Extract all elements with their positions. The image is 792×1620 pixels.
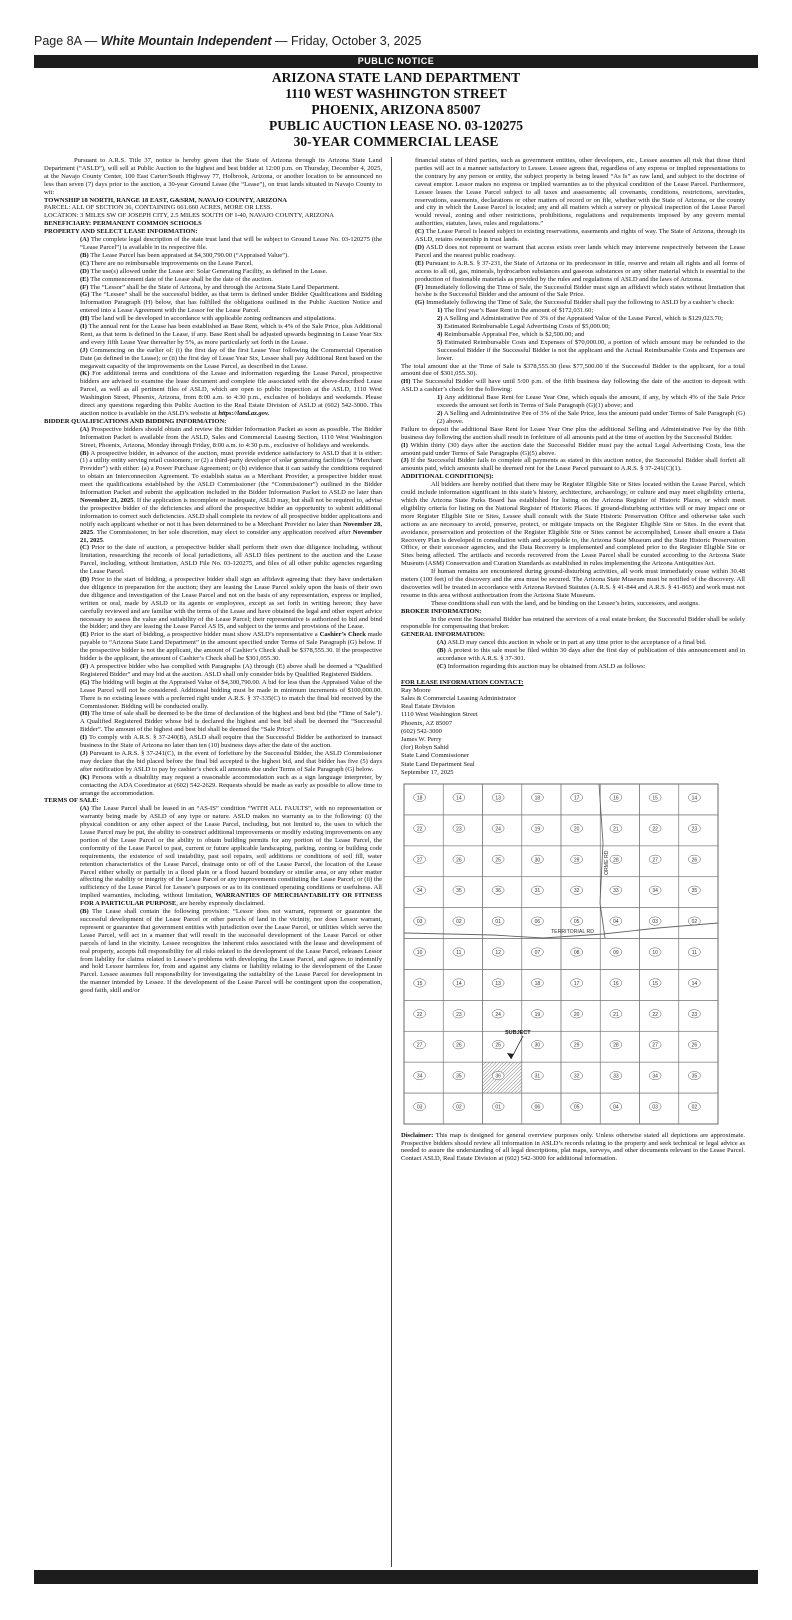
- section-number: 21: [613, 826, 619, 833]
- broker-paragraph: In the event the Successful Bidder has retained the services of a real estate broker, the Successful Bidder shall be solely responsible for compensating that broker.: [401, 615, 745, 631]
- beneficiary-line: BENEFICIARY: PERMANENT COMMON SCHOOLS: [44, 220, 202, 228]
- section-number: 30: [534, 1042, 541, 1049]
- payment-list: [401, 307, 745, 362]
- section-number: 22: [416, 826, 423, 833]
- list-item: (J) If the Successful Bidder fails to complete all payments as stated in this auction notice, the Successful Bidder shall forfeit all amounts paid, which amounts shall be deemed rent for the Lease Parcel pursuant to A.R.S. § 37-241(C)(1).: [401, 457, 745, 473]
- list-item: (G) Immediately following the Time of Sale, the Successful Bidder shall pay the following to ASLD by a cashier’s check:: [415, 299, 735, 307]
- list-item: (H) The land will be developed in accordance with applicable zoning ordinances and stipulations.: [80, 315, 336, 323]
- section-number: 27: [652, 857, 658, 864]
- list-item: (B) A protest to this sale must be filed within 30 days after the first day of publication of this announcement and in accordance with A.R.S. § 37-301.: [437, 647, 745, 663]
- section-number: 20: [573, 1011, 580, 1018]
- section-number: 26: [691, 857, 698, 864]
- property-list: [44, 236, 382, 418]
- public-notice-bar: PUBLIC NOTICE: [34, 55, 758, 68]
- total-due: The total amount due at the Time of Sale is $378,555.30 (less $77,500.00 if the Successful Bidder is the applicant, for a total amount due of $301,055.30).: [401, 362, 745, 378]
- section-number: 26: [691, 1042, 698, 1049]
- section-number: 18: [534, 795, 541, 802]
- section-number: 14: [456, 980, 462, 987]
- section-number: 31: [534, 1073, 541, 1080]
- list-item: (H) The Successful Bidder will have until 5:00 p.m. of the fifth business day following the date of the auction to deposit with ASLD a cashier’s check for the following:: [401, 378, 745, 394]
- section-number: 35: [456, 888, 462, 895]
- section-number: 22: [416, 1011, 423, 1018]
- terms-continued: [401, 157, 745, 307]
- section-number: 25: [495, 857, 501, 864]
- terms-list: [44, 805, 382, 995]
- section-number: 26: [456, 1042, 462, 1049]
- contact-line: (for) Robyn Sahid: [401, 744, 449, 752]
- page-label: Page 8A —: [34, 34, 98, 48]
- section-number: 23: [456, 1011, 462, 1018]
- list-item: (K) For additional terms and conditions of the Lease and information regarding the Lease Parcel, prospective bidders are advised to examine the lease document and complete file associated with the above-described Lease Parcel, as well as all pertinent files of ASLD, which are open to public inspection at the ASLD, 1110 West Washington Street, Phoenix, Arizona, from 8:00 a.m. to 4:30 p.m., exclusive of holidays and weekends. Please direct any questions regarding this Public Auction to the Real Estate Division of ASLD at (602) 542-3000. This auction notice is available on the ASLD’s website at https://land.az.gov.: [80, 370, 382, 417]
- list-item: (I) Within thirty (30) days after the auction date the Successful Bidder must pay the actual Legal Advertising Costs, less the amount paid under Terms of Sale Paragraphs (G)(5) above.: [401, 441, 745, 457]
- section-number: 22: [652, 1011, 658, 1018]
- list-item: (I) The annual rent for the Lease has been established as Base Rent, which is 4% of the Sale Price, plus Additional Rent, as that term is defined in the Lease, if any. Base Rent shall be adjusted upwards beginning in Lease Year Six and every fifth Lease Year thereafter by 5%, as more particularly set forth in the Lease.: [80, 323, 382, 346]
- section-number: 27: [416, 1042, 423, 1049]
- section-map-svg: [403, 783, 719, 1125]
- section-number: 04: [613, 919, 619, 926]
- list-item: (H) The time of sale shall be deemed to be the time of declaration of the highest and best bid (the “Time of Sale”). A Qualified Registered Bidder whose bid is declared the highest and best bid shall be deemed the “Successful Bidder”. The amount of the highest and best bid shall be deemed the “Sale Price”.: [80, 710, 382, 734]
- list-item: (E) Pursuant to A.R.S. § 37-231, the State of Arizona or its predecessor in title, reserve and retain all rights and all forms of access to all oil, gas, minerals, hydrocarbon substances and gaseous substances or any other material which is essential to the production of fissionable materials as provided by the rules and regulations of ASLD and the laws of Arizona.: [415, 259, 745, 283]
- section-number: 04: [613, 1104, 619, 1111]
- section-number: 28: [613, 1042, 619, 1049]
- list-item: (C) The Lease Parcel is leased subject to existing reservations, easements and rights of way. The State of Arizona, through its ASLD, retains ownership in trust lands.: [415, 228, 745, 244]
- list-item: (A) The Lease Parcel shall be leased in an “AS-IS” condition “WITH ALL FAULTS”, with no representation or warranty being made by ASLD of any type or nature. ASLD makes no warranty as to the following: (i) the physical condition or any other aspect of the Lease Parcel, including, but not limited to, the uses to which the Lease Parcel may be put, the ability to construct additional improvements or modify existing improvements on any portion of the Lease Parcel or the ability to obtain building permits for any portion of the Lease Parcel, the conformity of the Lease Parcel to past, current or future applicable landscaping, parking, zoning or building code requirements, the existence of soil instability, past soil repairs, soil additions or conditions of soil fill, water retention characteristics of the Lease Parcel, drainage onto or off of the Lease Parcel, the location of the Lease Parcel either wholly or partially in a flood plain or a flood hazard boundary or similar area, or any other matter affecting the stability or integrity of the Lease Parcel or any improvements constituting the Lease Parcel; or (ii) the sufficiency of the Lease Parcel for Lessee’s purposes or as to its continued operating conditions or usefulness. All implied warranties, including, without limitation, WARRANTIES OF MERCHANTABILITY OR FITNESS FOR A PARTICULAR PURPOSE, are hereby expressly disclaimed.: [80, 805, 382, 908]
- section-number: 13: [495, 980, 501, 987]
- section-number: 19: [534, 1011, 541, 1018]
- list-item: (K) Persons with a disability may request a reasonable accommodation such as a sign language interpreter, by contacting the ADA Coordinator at (602) 542-2629. Requests should be made as early as possible to allow time to arrange the accommodation.: [80, 773, 382, 797]
- publication-name: White Mountain Independent: [100, 34, 272, 48]
- section-number: 09: [613, 950, 619, 957]
- list-item: (J) Commencing on the earlier of: (i) the first day of the first Lease Year following the Commercial Operation Date (as defined in the Lease); or (ii) the first day of Lease Year Six, Lessee shall pay Additional Rent based on the megawatt capacity of the improvements on the Lease Parcel, as described in the Lease.: [80, 346, 382, 370]
- section-number: 03: [416, 919, 423, 926]
- contact-line: Phoenix, AZ 85007: [401, 719, 453, 727]
- list-item: (B) The Lease shall contain the following provision: “Lessor does not warrant, represent or guarantee the successful development of the Lease Parcel or other parcels of land in the vicinity, nor does Lessor warrant, represent or guarantee that government entities with jurisdiction over the Lease Parcel, or utilities which serve the Lease Parcel, will act in a manner that will result in the successful development of the Lease Parcel or other parcels of land in the vicinity. Lessee recognizes the inherent risks associated with the lease and development of real property, accepts full responsibility for all risks related to the development of the Lease Parcel, releases Lessor from liability for claims related to Lessee’s problems with developing the Lease Parcel, and agrees to indemnify and hold Lessor harmless for, from and against any claims or liability relating to the development of the Lease Parcel. Lessee assumes full responsibility for investigating the suitability of the Lease Parcel for development in the manner intended by Lessee. If the development of the Lease Parcel will be contingent upon the cooperation, good faith, skill and/or: [80, 908, 382, 995]
- title-line-4: PUBLIC AUCTION LEASE NO. 03-120275: [269, 118, 523, 133]
- section-number: 18: [416, 795, 423, 802]
- section-number: 19: [534, 826, 541, 833]
- list-item: (E) Prior to the start of bidding, a prospective bidder must show ASLD’s representative a Cashier’s Check made payable to “Arizona State Land Department” in the amount specified under Terms of Sale Paragraph (G) below. If the prospective bidder is not the applicant, the amount of Cashier’s Check shall be $378,555.30. If the prospective bidder is the applicant, the amount of Cashier’s Check shall be $301,055.30.: [80, 631, 382, 663]
- section-number: 01: [495, 919, 501, 926]
- section-number: 20: [573, 826, 580, 833]
- list-item: (F) A prospective bidder who has complied with Paragraphs (A) through (E) above shall be deemed a “Qualified Registered Bidder” and may bid at the auction. ASLD shall only consider bids by Qualified Registered Bidders.: [80, 663, 382, 678]
- section-number: 15: [652, 980, 658, 987]
- location-line: LOCATION: 3 MILES SW OF JOSEPH CITY, 2.5 MILES SOUTH OF I-40, NAVAJO COUNTY, ARIZONA: [44, 212, 335, 220]
- section-number: 35: [456, 1073, 462, 1080]
- section-number: 10: [652, 950, 658, 957]
- section-number: 36: [495, 1073, 501, 1080]
- section-number: 13: [495, 795, 501, 802]
- section-number: 21: [613, 1011, 619, 1018]
- section-number: 02: [456, 919, 462, 926]
- section-number: 30: [534, 857, 541, 864]
- contact-line: Real Estate Division: [401, 703, 455, 711]
- section-number: 27: [652, 1042, 658, 1049]
- section-number: 35: [691, 1073, 698, 1080]
- property-heading: PROPERTY AND SELECT LEASE INFORMATION:: [44, 228, 198, 236]
- intro-paragraph: Pursuant to A.R.S. Title 37, notice is hereby given that the State of Arizona through its Arizona State Land Department (“ASLD”), will sell at Public Auction to the highest and best bidder at 12:00 p.m. on Thursday, December 4, 2025, at the Navajo County Center, 100 East Carter/South Highway 77, Holbrook, Arizona, or another location to be announced no less than seven (7) days prior to the auction, a 30-year Ground Lease (the “Lease”), on trust lands situated in Navajo County to wit:: [44, 157, 382, 196]
- contact-line: State Land Department Seal: [401, 760, 475, 768]
- section-number: 08: [573, 950, 580, 957]
- section-number: 17: [573, 795, 580, 802]
- notice-title: [34, 70, 758, 150]
- list-item: (A) ASLD may cancel this auction in whole or in part at any time prior to the acceptance of a final bid.: [437, 639, 707, 647]
- section-number: 02: [456, 1104, 462, 1111]
- section-number: 10: [416, 950, 423, 957]
- section-number: 23: [691, 1011, 698, 1018]
- section-number: 25: [495, 1042, 501, 1049]
- section-number: 06: [534, 919, 541, 926]
- section-number: 11: [691, 950, 697, 957]
- list-item: (J) Pursuant to A.R.S. § 37-241(C), in the event of forfeiture by the Successful Bidder, the ASLD Commissioner may declare that the bid placed before the final bid accepted is the highest bid, and that bidder has five (5) days after notification by ASLD to pay by cashier’s check all amounts due under Terms of Sale Paragraph (G) below.: [80, 749, 382, 773]
- title-line-1: ARIZONA STATE LAND DEPARTMENT: [271, 70, 521, 85]
- section-number: 03: [652, 919, 658, 926]
- publication-date: — Friday, October 3, 2025: [275, 34, 422, 48]
- list-item: 2) A Selling and Administrative Fee of 3% of the Sale Price, less the amount paid under Terms of Sale Paragraph (G)(2) above.: [437, 410, 745, 425]
- title-line-5: 30-YEAR COMMERCIAL LEASE: [293, 134, 499, 149]
- list-item: (I) To comply with A.R.S. § 37-240(B), ASLD shall require that the Successful Bidder be authorized to transact business in the State of Arizona no later than ten (10) business days after the date of the auction.: [80, 734, 382, 750]
- list-item: (F) The “Lessor” shall be the State of Arizona, by and through the Arizona State Land Department.: [80, 283, 340, 291]
- list-item: 1) The first year’s Base Rent in the amount of $172,031.60;: [437, 307, 594, 315]
- section-number: 27: [416, 857, 423, 864]
- section-number: 02: [691, 1104, 698, 1111]
- section-number: 32: [573, 888, 580, 895]
- general-list: [401, 639, 745, 671]
- list-item: (G) The “Lessee” shall be the successful bidder, as that term is defined under Bidder Qualifications and Bidding Information Paragraph (H) below, that has fulfilled the obligations outlined in the Public Auction Notice and entered into a Lease Agreement with the Lessor for the Lease Parcel.: [80, 291, 382, 315]
- section-number: 26: [456, 857, 462, 864]
- additional-paragraph-3: These conditions shall run with the land, and be binding on the Lessee’s heirs, successors, and assigns.: [431, 599, 700, 607]
- section-number: 34: [652, 1073, 658, 1080]
- left-column: [44, 157, 382, 1565]
- additional-conditions-heading: ADDITIONAL CONDITION(S):: [401, 473, 494, 481]
- bidder-heading: BIDDER QUALIFICATIONS AND BIDDING INFORMATION:: [44, 417, 227, 425]
- title-line-3: PHOENIX, ARIZONA 85007: [311, 102, 481, 117]
- section-number: 11: [456, 950, 462, 957]
- contact-line: Ray Moore: [401, 686, 431, 694]
- orme-road-label: ORME RD: [604, 850, 610, 876]
- township-line: TOWNSHIP 18 NORTH, RANGE 18 EAST, G&SRM, NAVAJO COUNTY, ARIZONA: [44, 196, 287, 204]
- section-number: 34: [416, 888, 423, 895]
- section-number: 03: [416, 1104, 423, 1111]
- list-item: (G) The bidding will begin at the Appraised Value of $4,300,790.00. A bid for less than the Appraised Value of the Lease Parcel will not be considered. Additional bidding must be made in minimum increments of $100,000.00. There is no existing lessee with a preferred right under A.R.S. § 37-335(C) to match the final bid received by the Commissioner. Bidding will be conducted orally.: [80, 678, 382, 710]
- section-number: 31: [534, 888, 541, 895]
- list-item: (A) Prospective bidders should obtain and review the Bidder Information Packet as soon as possible. The Bidder Information Packet is available from the ASLD, Sales and Commercial Leasing Section, 1110 West Washington Street, Phoenix, Arizona, Monday through Friday, 8:00 a.m. to 4:30 p.m., exclusive of holidays and weekends.: [80, 425, 382, 449]
- section-number: 29: [573, 857, 580, 864]
- list-item: 5) Estimated Reimbursable Costs and Expenses of $70,000.00, a portion of which amount may be refunded to the Successful Bidder if the Successful Bidder is not the applicant and the Actual Reimbursable Costs and Expenses are lower.: [437, 338, 745, 362]
- section-number: 33: [613, 1073, 619, 1080]
- broker-heading: BROKER INFORMATION:: [401, 607, 482, 615]
- section-number: 01: [495, 1104, 501, 1111]
- section-number: 05: [573, 1104, 580, 1111]
- contact-line: (602) 542-3000: [401, 727, 442, 735]
- section-number: 14: [691, 980, 698, 987]
- section-number: 32: [573, 1073, 580, 1080]
- list-item: (D) ASLD does not represent or warrant that access exists over lands which may intervene respectively between the Lease Parcel and the nearest public roadway.: [415, 243, 745, 259]
- section-number: 34: [652, 888, 658, 895]
- section-number: 15: [652, 795, 658, 802]
- section-number: 23: [691, 826, 698, 833]
- list-item: (F) Immediately following the Time of Sale, the Successful Bidder must sign an affidavit which states without limitation that he/she is the Successful Bidder and the amount of the Sale Price.: [415, 283, 745, 299]
- list-item: (E) The commencement date of the Lease shall be the date of the auction.: [80, 275, 273, 283]
- section-number: 06: [534, 1104, 541, 1111]
- section-number: 33: [613, 888, 619, 895]
- contact-line: State Land Commissioner: [401, 752, 470, 760]
- section-number: 28: [613, 857, 619, 864]
- section-number: 36: [495, 888, 501, 895]
- additional-paragraph-1: All bidders are hereby notified that there may be Register Eligible Site or Sites located within the Lease Parcel, which could include information significant in this state’s history, architecture, archaeology, or culture and may meet eligibility criteria, which the Arizona State Parks Board has established for listing on the Arizona Register of Historic Places, or which meet eligibility criteria for listing on the National Register of Historic Places. If ground-disturbing activities will or may impact one or more Register Eligible Site or Sites, Lessee shall consult with the State Historic Preservation Office and otherwise take such actions as are necessary to avoid, preserve, protect, or mitigate impacts on the Register Eligible Site or Sites. In the event that avoidance, preservation and protection of the Register Eligible Site or Sites cannot be accomplished, Lessee shall ensure a Data Recovery Plan is developed in consultation with and acceptable to, the Arizona State Museum and the State Historic Preservation Office, or their successor agencies, and the Data Recovery is implemented and completed prior to the Register Eligible Site or Sites being affected. The artifacts and records recovered from the Lease Parcel shall be curated according to the Arizona State Museum (ASM) Conservation and Curation Standards as established in rules implementing the Arizona Antiquities Act.: [401, 481, 745, 568]
- list-item: 3) Estimated Reimbursable Legal Advertising Costs of $5,000.00;: [437, 323, 610, 331]
- contact-line: September 17, 2025: [401, 768, 454, 776]
- section-number: 14: [456, 795, 462, 802]
- contact-line: James W. Perry: [401, 736, 442, 744]
- contact-line: 1110 West Washington Street: [401, 711, 478, 719]
- page-masthead: [34, 34, 421, 48]
- deposit-list: [401, 394, 745, 426]
- territorial-road-label: TERRITORIAL RD: [551, 929, 594, 936]
- section-number: 23: [456, 826, 462, 833]
- section-number: 18: [534, 980, 541, 987]
- section-number: 16: [613, 980, 619, 987]
- section-number: 14: [691, 795, 698, 802]
- additional-paragraph-2: If human remains are encountered during ground-disturbing activities, all work must immediately cease within 30.48 meters (100 feet) of the discovery and the area must be secured. The Arizona State Museum must be notified of the discovery. All discoveries will be treated in accordance with Arizona Revised Statutes (A.R.S. § 41-844 and A.R.S. § 41-865) and work must not resume in this area without authorization from the Arizona State Museum.: [401, 568, 745, 599]
- section-number: 15: [416, 980, 423, 987]
- section-map: [403, 783, 719, 1125]
- terms-b-continuation: financial status of third parties, such as government entities, other developers, etc., Lessee assumes all risk that those third parties will act in a manner satisfactory to Lessee. Lessee agrees that, regardless of any express or implied representations to the contrary by any person or entity, the subject property is being leased “As Is” as raw land, and subject to the doctrine of caveat emptor. Lessor makes no express or implied warranties as to the physical condition of the Lease Parcel. Furthermore, Lessee leases the Lease Parcel subject to all taxes and assessments; all covenants, conditions, restrictions, servitudes, reservations, easements, declarations or other matters of record or on file, whether with the State of Arizona, or the county and city in which the Lease Parcel is located; any and all matters which a survey or physical inspection of the Lease Parcel would reveal, zoning and other restrictions, prohibitions, regulations and requirements imposed by any govern mental authorities, statutes, laws, rules and regulations.”: [415, 157, 745, 228]
- list-item: (C) Prior to the date of auction, a prospective bidder shall perform their own due diligence including, without limitation, researching the records of local jurisdictions, all ASLD files pertinent to the auction and the Lease Parcel, including, without limitation, ASLD File No. 03-120275, and files of all other public agencies regarding the Lease Parcel.: [80, 544, 382, 576]
- forfeiture-paragraph: Failure to deposit the additional Base Rent for Lease Year One plus the additional Selling and Administrative Fee by the fifth business day following the auction shall result in forfeiture of all amounts paid at the time of auction by the Successful Bidder.: [401, 425, 745, 441]
- terms-heading: TERMS OF SALE:: [44, 797, 99, 805]
- list-item: (D) The use(s) allowed under the Lease are: Solar Generating Facility, as defined in the Lease.: [80, 267, 328, 275]
- list-item: (C) Information regarding this auction may be obtained from ASLD as follows:: [437, 663, 646, 670]
- right-column: [401, 157, 745, 1565]
- bidder-list: [44, 426, 382, 798]
- list-item: 2) A Selling and Administrative Fee of 3% of the Appraised Value of the Lease Parcel, which is $129,023.70;: [437, 315, 723, 323]
- list-item: (A) The complete legal description of the state trust land that will be subject to Ground Lease No. 03-120275 (the “Lease Parcel”) is available in its respective file.: [80, 236, 382, 251]
- subject-label: SUBJECT: [505, 1030, 531, 1037]
- website-link[interactable]: https://land.az.gov.: [218, 410, 270, 417]
- section-number: 35: [691, 888, 698, 895]
- section-number: 07: [534, 950, 541, 957]
- title-line-2: 1110 WEST WASHINGTON STREET: [285, 86, 507, 101]
- contact-line: Sales & Commercial Leasing Administrator: [401, 695, 516, 703]
- list-item: 1) Any additional Base Rent for Lease Year One, which equals the amount, if any, by which 4% of the Sale Price exceeds the amount set forth in Terms of Sale Paragraph (G)(1) above; and: [437, 394, 745, 410]
- section-number: 03: [652, 1104, 658, 1111]
- contact-block: [401, 687, 745, 777]
- list-item: (B) The Lease Parcel has been appraised at $4,300,790.00 (“Appraised Value”).: [80, 251, 289, 259]
- list-item: (B) A prospective bidder, in advance of the auction, must provide evidence satisfactory to ASLD that it is either: (1) a utility entity serving retail customers; or (2) a third-party developer of solar generating facilities (a “Merchant Provider”) with either: (a) a Power Purchase Agreement; or (b) evidence that it can satisfy the conditions required to obtain an Interconnection Agreement. To establish status as a Merchant Provider, a prospective bidder must meet the qualifications established by the ASLD Commissioner (the “Commissioner”) outlined in the Bidder Information Packet and submit the application included in the Bidder Information Packet to ASLD no later than November 21, 2025. If the application is incomplete or inadequate, ASLD may, but shall not be required to, advise the prospective bidder of the deficiencies and afford the prospective bidder an opportunity to submit additional information to correct such deficiencies. ASLD shall complete its review of all prospective bidder applications and notify each applicant whether or not it has been determined to be a Merchant Provider no later than November 28, 2025. The Commissioner, in her sole discretion, may elect to consider any application received after November 21, 2025.: [80, 449, 382, 544]
- section-number: 24: [495, 1011, 501, 1018]
- section-number: 17: [573, 980, 580, 987]
- section-number: 29: [573, 1042, 580, 1049]
- list-item: (D) Prior to the start of bidding, a prospective bidder shall sign an affidavit agreeing that: they have undertaken due diligence in preparation for the auction; they are leasing the Lease Parcel solely upon the basis of their own due diligence and investigation of the Lease Parcel and not on the basis of any representation, express or implied, written or oral, made by ASLD or its agents or employees, except as set forth in writing hereon; they have carefully reviewed and are familiar with the terms of the Lease and have obtained the legal and other expert advice necessary to assess the value and suitability of the Lease Parcel; their representative is authorized to bid and bind the bidder; and they are leasing the Lease Parcel AS IS, and subject to the terms and provisions of the Lease.: [80, 576, 382, 631]
- general-heading: GENERAL INFORMATION:: [401, 631, 486, 639]
- column-divider: [391, 157, 392, 1567]
- section-number: 05: [573, 919, 580, 926]
- section-number: 12: [495, 950, 501, 957]
- list-item: (C) There are no reimbursable improvements on the Lease Parcel.: [80, 259, 253, 267]
- footer-bar: [34, 1570, 758, 1584]
- parcel-line: PARCEL: ALL OF SECTION 36, CONTAINING 661.660 ACRES, MORE OR LESS.: [44, 204, 273, 212]
- section-number: 16: [613, 795, 619, 802]
- map-disclaimer: Disclaimer: This map is designed for general overview purposes only. Unless otherwise stated all depictions are approximate. Prospective bidders should review all information in ASLD’s records relating to the property and seek technical or legal advice as needed to assure the understanding of all legal descriptions, plat maps, surveys, and other documents relevant to the Lease Parcel. Contact ASLD, Real Estate Division at (602) 542-3000 for additional information.: [401, 1131, 745, 1163]
- list-item: 4) Reimbursable Appraisal Fee, which is $2,500.00; and: [437, 330, 585, 338]
- section-number: 02: [691, 919, 698, 926]
- contact-heading: FOR LEASE INFORMATION CONTACT:: [401, 678, 524, 686]
- section-number: 22: [652, 826, 658, 833]
- section-number: 34: [416, 1073, 423, 1080]
- section-number: 24: [495, 826, 501, 833]
